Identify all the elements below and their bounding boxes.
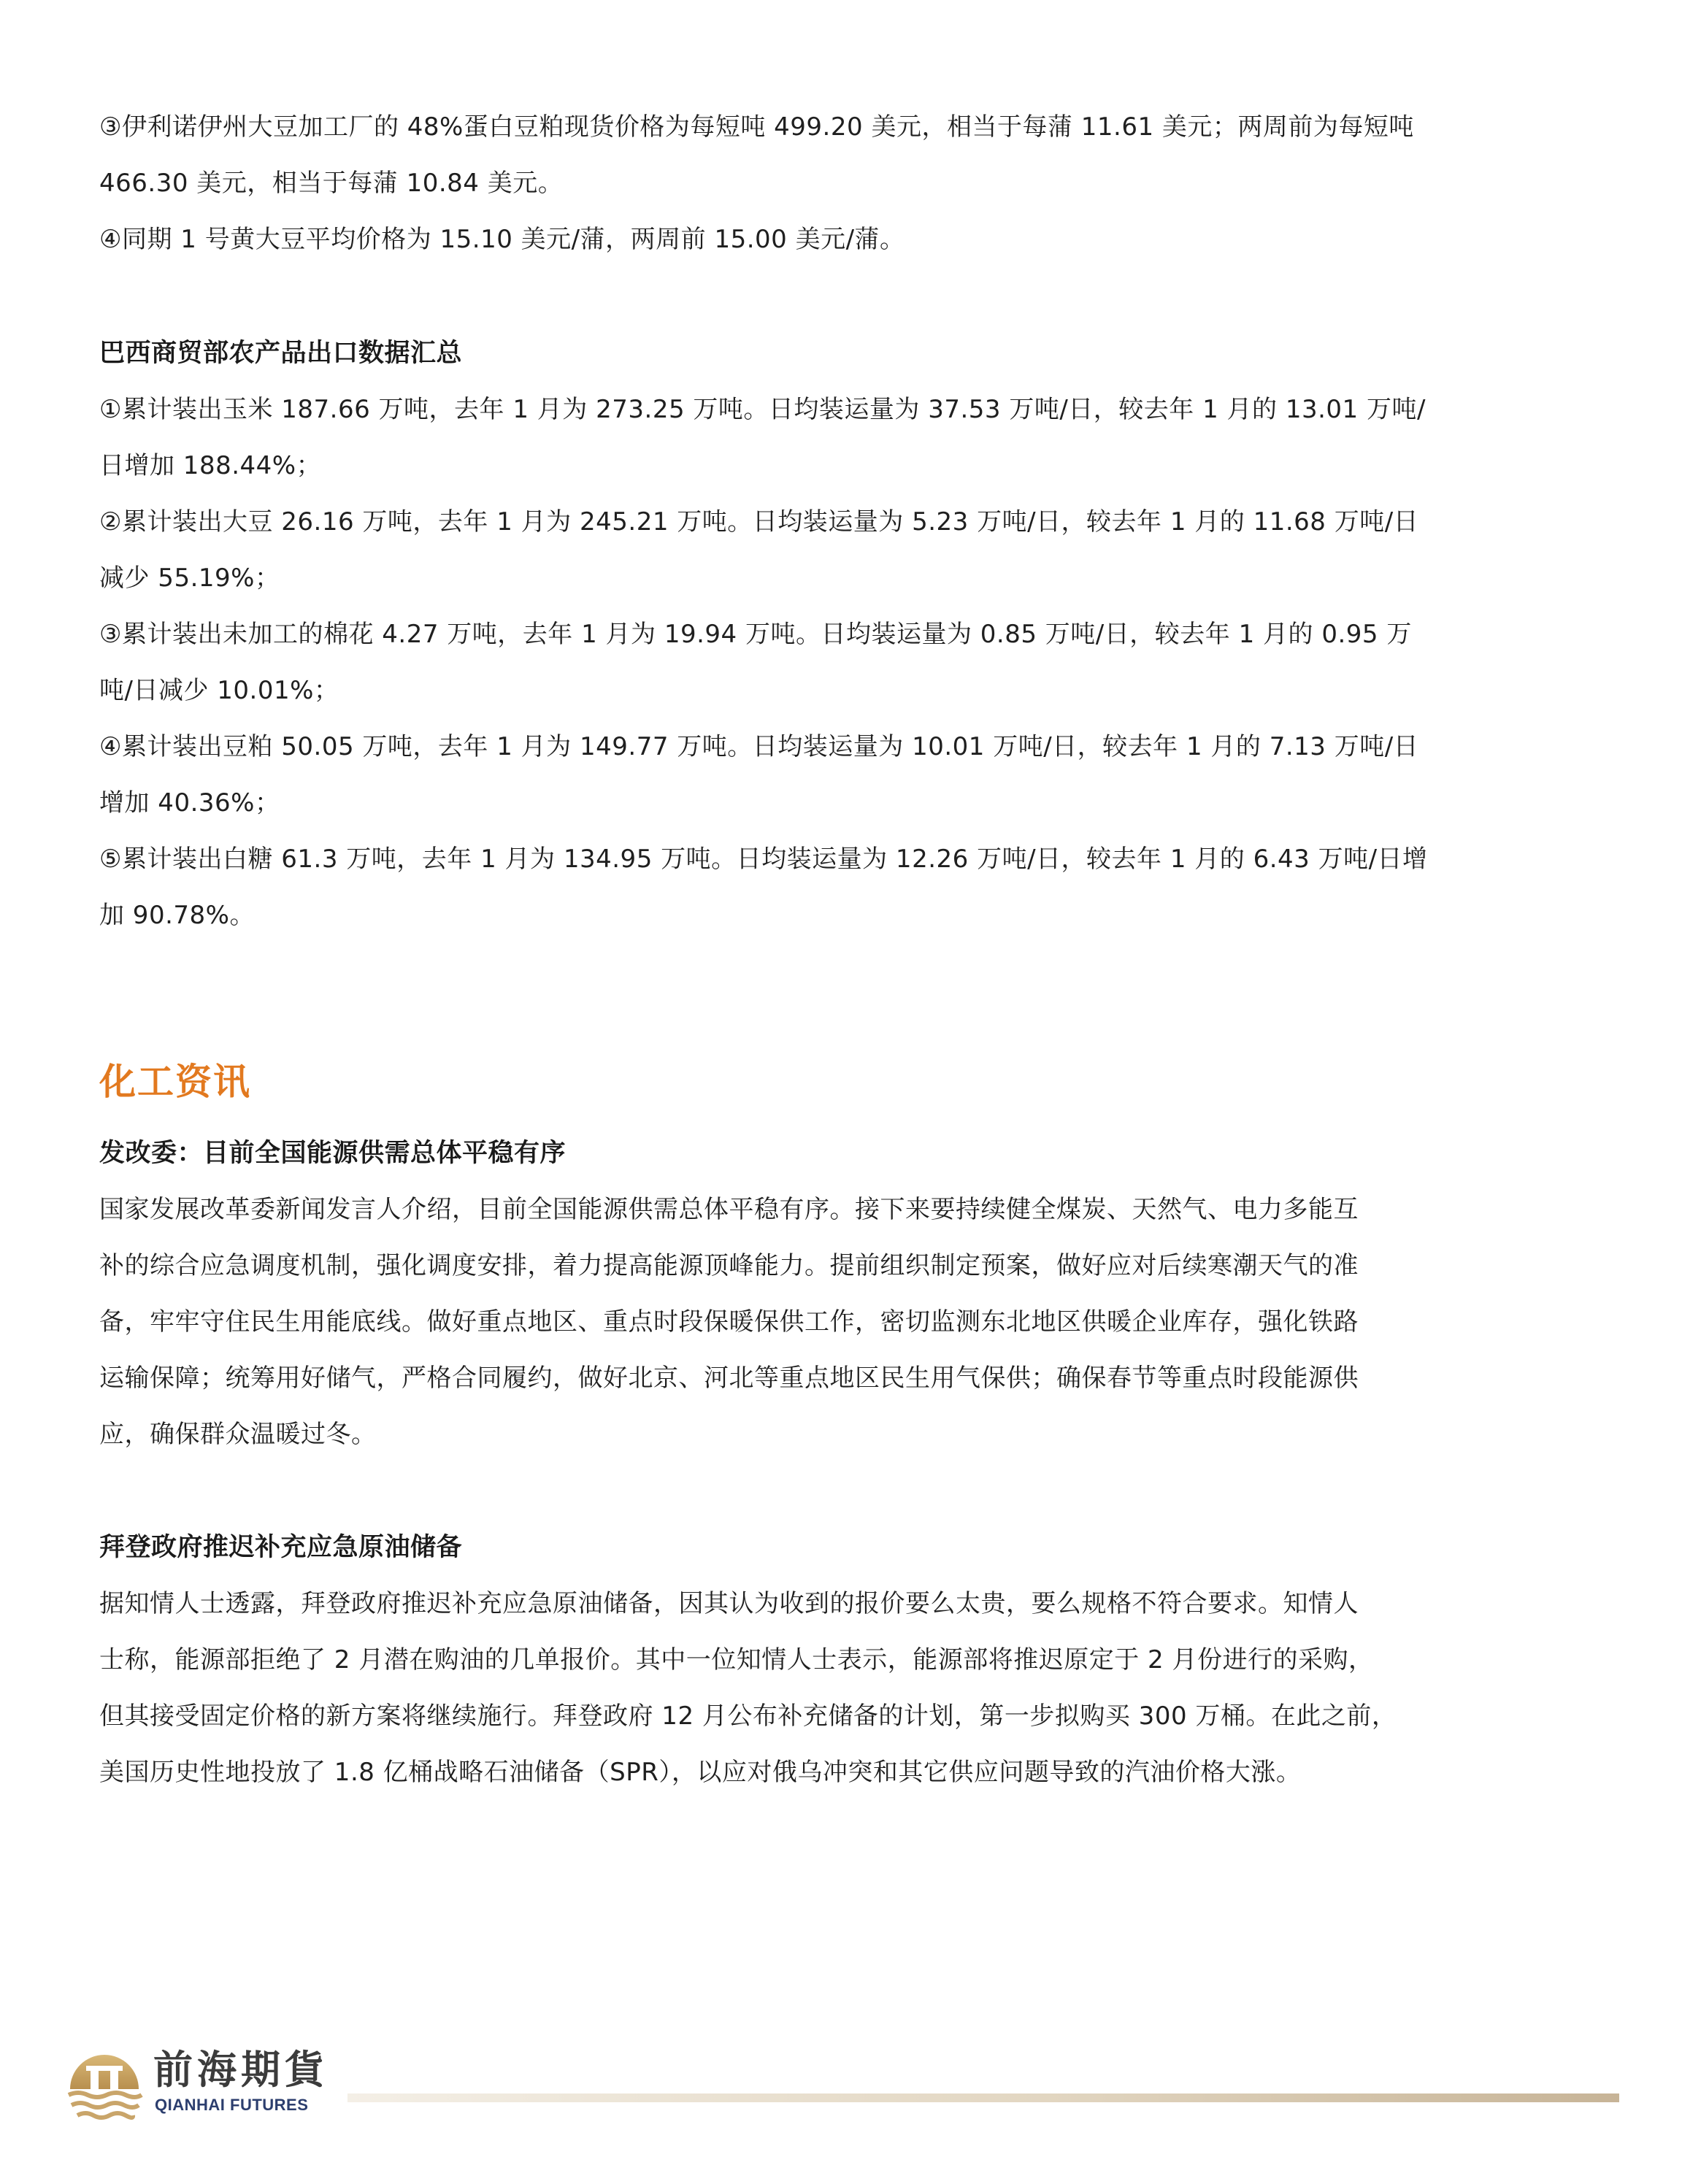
spr-news-line-1: 据知情人士透露，拜登政府推迟补充应急原油储备，因其认为收到的报价要么太贵，要么规格不符合要求。知情人: [99, 1589, 1359, 1618]
brazil-sugar-line-1: ⑤累计装出白糖 61.3 万吨，去年 1 月为 134.95 万吨。日均装运量为 12.26 万吨/日，较去年 1 月的 6.43 万吨/日增: [99, 845, 1428, 874]
brazil-soymeal-line-1: ④累计装出豆粕 50.05 万吨，去年 1 月为 149.77 万吨。日均装运量为 10.01 万吨/日，较去年 1 月的 7.13 万吨/日: [99, 732, 1419, 761]
qianhai-logo-icon: [64, 2047, 145, 2123]
ndrc-news-line-2: 补的综合应急调度机制，强化调度安排，着力提高能源顶峰能力。提前组织制定预案，做好应对后续寒潮天气的准: [99, 1251, 1359, 1280]
brand-name-chinese: 前海期貨: [153, 2046, 329, 2093]
soybean-meal-price-line-2: 466.30 美元，相当于每蒲 10.84 美元。: [99, 169, 564, 198]
brazil-soybean-line-1: ②累计装出大豆 26.16 万吨，去年 1 月为 245.21 万吨。日均装运量为 5.23 万吨/日，较去年 1 月的 11.68 万吨/日: [99, 507, 1419, 537]
brazil-corn-line-2: 日增加 188.44%；: [99, 451, 322, 480]
ndrc-news-line-5: 应，确保群众温暖过冬。: [99, 1420, 377, 1449]
ndrc-news-line-1: 国家发展改革委新闻发言人介绍，目前全国能源供需总体平稳有序。接下来要持续健全煤炭、天然气、电力多能互: [99, 1195, 1359, 1224]
chemical-news-section-title: 化工资讯: [99, 1061, 251, 1103]
brazil-cotton-line-2: 吨/日减少 10.01%；: [99, 676, 339, 705]
spr-news-title: 拜登政府推迟补充应急原油储备: [99, 1533, 463, 1562]
ndrc-news-title: 发改委：目前全国能源供需总体平稳有序: [99, 1139, 567, 1168]
soybean-meal-price-line-1: ③伊利诺伊州大豆加工厂的 48%蛋白豆粕现货价格为每短吨 499.20 美元，相当于每蒲 11.61 美元；两周前为每短吨: [99, 112, 1414, 142]
brazil-export-heading: 巴西商贸部农产品出口数据汇总: [99, 339, 463, 368]
yellow-soybean-price: ④同期 1 号黄大豆平均价格为 15.10 美元/蒲，两周前 15.00 美元/蒲。: [99, 225, 905, 254]
footer-divider-bar: [347, 2093, 1619, 2102]
ndrc-news-line-4: 运输保障；统筹用好储气，严格合同履约，做好北京、河北等重点地区民生用气保供；确保春节等重点时段能源供: [99, 1364, 1359, 1393]
brand-name-english: QIANHAI FUTURES: [155, 2096, 309, 2114]
spr-news-line-4: 美国历史性地投放了 1.8 亿桶战略石油储备（SPR），以应对俄乌冲突和其它供应问题导致的汽油价格大涨。: [99, 1758, 1302, 1787]
brazil-cotton-line-1: ③累计装出未加工的棉花 4.27 万吨，去年 1 月为 19.94 万吨。日均装运量为 0.85 万吨/日，较去年 1 月的 0.95 万: [99, 620, 1412, 649]
brazil-soymeal-line-2: 增加 40.36%；: [99, 788, 280, 818]
spr-news-line-3: 但其接受固定价格的新方案将继续施行。拜登政府 12 月公布补充储备的计划，第一步拟购买 300 万桶。在此之前，: [99, 1702, 1397, 1731]
brazil-soybean-line-2: 减少 55.19%；: [99, 564, 280, 593]
brazil-sugar-line-2: 加 90.78%。: [99, 901, 255, 930]
spr-news-line-2: 士称，能源部拒绝了 2 月潜在购油的几单报价。其中一位知情人士表示，能源部将推迟原定于 2 月份进行的采购，: [99, 1645, 1374, 1674]
ndrc-news-line-3: 备，牢牢守住民生用能底线。做好重点地区、重点时段保暖保供工作，密切监测东北地区供暖企业库存，强化铁路: [99, 1307, 1359, 1337]
brazil-corn-line-1: ①累计装出玉米 187.66 万吨，去年 1 月为 273.25 万吨。日均装运量为 37.53 万吨/日，较去年 1 月的 13.01 万吨/: [99, 395, 1426, 424]
page-footer: [64, 2044, 1619, 2124]
